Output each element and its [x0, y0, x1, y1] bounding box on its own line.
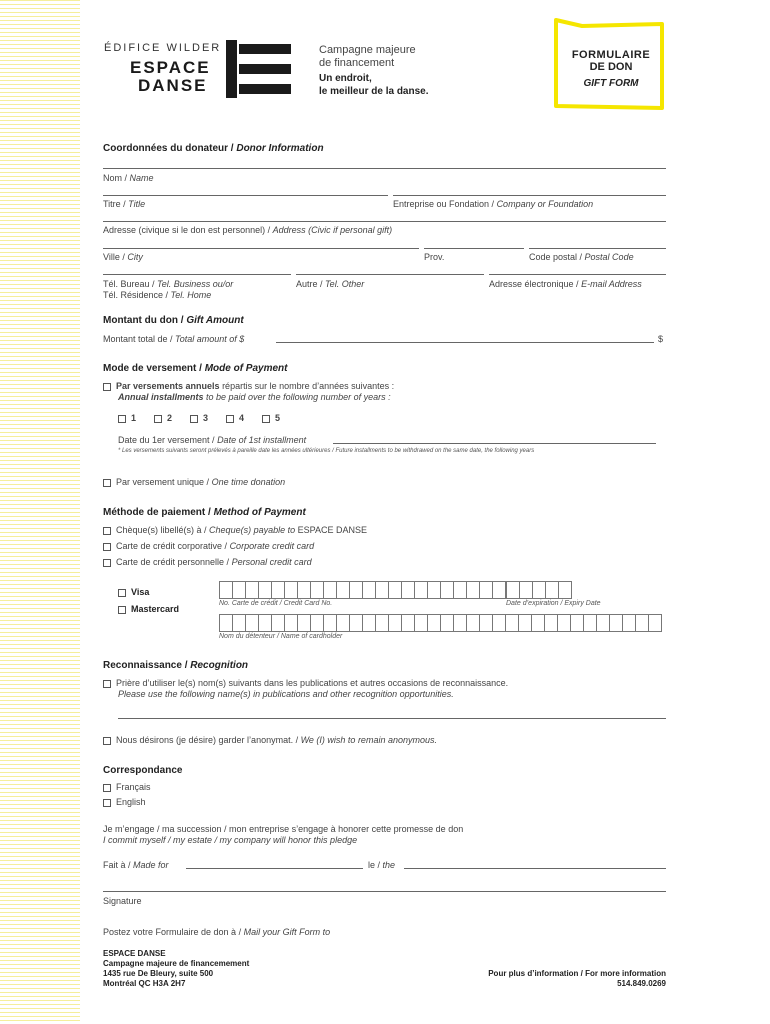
single-payment-option[interactable]: Par versement unique / One time donation [103, 477, 285, 487]
form-title-line2: DE DON [589, 61, 633, 73]
total-amount-field[interactable] [276, 342, 654, 343]
years-options [118, 413, 298, 423]
tel-home-label: Tél. Résidence / Tel. Home [103, 290, 212, 300]
cheque-option[interactable]: Chèque(s) libellé(s) à / Cheque(s) payable to ESPACE DANSE [103, 525, 367, 535]
org-line2: Campagne majeure de financemement [103, 959, 250, 968]
date-label: le / the [368, 860, 396, 870]
postal-label: Code postal / Postal Code [529, 252, 634, 262]
expiry-label: Date d’expiration / Expiry Date [506, 600, 601, 607]
logo-top-text: ÉDIFICE WILDER [104, 42, 222, 54]
amount-heading: Montant du don / Gift Amount [103, 315, 244, 326]
cardholder-label: Nom du détenteur / Name of cardholder [219, 633, 343, 640]
decorative-stripe [0, 0, 80, 1024]
prov-label: Prov. [424, 252, 445, 262]
corporate-card-option[interactable]: Carte de crédit corporative / Corporate credit card [103, 541, 314, 551]
made-for-label: Fait à / Made for [103, 860, 169, 870]
logo-mark [239, 84, 291, 94]
postal-field[interactable] [529, 248, 666, 249]
logo-danse: DANSE [138, 76, 208, 95]
more-info-label: Pour plus d’information / For more information [488, 969, 666, 978]
personal-card-option[interactable]: Carte de crédit personnelle / Personal credit card [103, 557, 312, 567]
payment-method-heading: Méthode de paiement / Method of Payment [103, 507, 306, 518]
logo [100, 40, 300, 100]
installment-note: * Les versements suivants seront prélevés à pareille date les années ultérieures / Future installments to be withdrawed on the same date, the following years [118, 448, 535, 454]
logo-espace: ESPACE [130, 58, 211, 77]
logo-mark [239, 44, 291, 54]
card-number-label: No. Carte de crédit / Credit Card No. [219, 600, 333, 607]
company-field[interactable] [393, 195, 666, 196]
tel-business-field[interactable] [103, 274, 291, 275]
checkbox[interactable] [103, 383, 111, 391]
french-option[interactable]: Français [103, 782, 151, 792]
dollar-sign: $ [658, 334, 664, 344]
mail-to-label: Postez votre Formulaire de don à / Mail your Gift Form to [103, 927, 331, 937]
first-installment-field[interactable] [333, 443, 656, 444]
signature-label: Signature [103, 896, 142, 906]
address-label: Adresse (civique si le don est personnel) / Address (Civic if personal gift) [103, 225, 393, 235]
english-option[interactable]: English [103, 797, 146, 807]
donor-heading: Coordonnées du donateur / Donor Information [103, 143, 324, 154]
org-address [103, 949, 249, 989]
city-label: Ville / City [103, 252, 143, 262]
recognition-use-option[interactable]: Prière d’utiliser le(s) nom(s) suivants dans les publications et autres occasions de reconnaissance. [103, 678, 508, 688]
tel-other-label: Autre / Tel. Other [296, 279, 365, 289]
org-line4: Montréal QC H3A 2H7 [103, 979, 186, 988]
mastercard-option[interactable]: Mastercard [118, 604, 179, 614]
total-amount-label: Montant total de / Total amount of $ [103, 334, 245, 344]
cardholder-boxes[interactable] [219, 614, 661, 632]
form-title-en: GIFT FORM [583, 78, 639, 89]
city-field[interactable] [103, 248, 419, 249]
recognition-heading: Reconnaissance / Recognition [103, 660, 249, 671]
annual-option-en: Annual installments to be paid over the following number of years : [118, 392, 391, 402]
anonymous-option[interactable]: Nous désirons (je désire) garder l’anonymat. / We (I) wish to remain anonymous. [103, 735, 437, 745]
form-title-line1: FORMULAIRE [571, 49, 651, 61]
campaign-line2: de financement [319, 57, 395, 69]
payment-mode-heading: Mode de versement / Mode of Payment [103, 363, 288, 374]
expiry-boxes[interactable] [506, 581, 571, 599]
company-label: Entreprise ou Fondation / Company or Foundation [393, 199, 594, 209]
name-label: Nom / Name [103, 173, 154, 183]
year-option[interactable]: 5 [262, 413, 298, 423]
recognition-use-en: Please use the following name(s) in publications and other recognition opportunities. [118, 689, 454, 699]
email-field[interactable] [489, 274, 666, 275]
title-label: Titre / Title [103, 199, 146, 209]
address-field[interactable] [103, 221, 666, 222]
tagline-line1: Un endroit, [319, 73, 372, 84]
more-info [400, 969, 666, 989]
date-field[interactable] [404, 868, 666, 869]
annual-option[interactable]: Par versements annuels répartis sur le nombre d’années suivantes : [103, 381, 394, 391]
tel-other-field[interactable] [296, 274, 484, 275]
year-option[interactable]: 3 [190, 413, 226, 423]
name-field[interactable] [103, 168, 666, 169]
logo-mark [226, 40, 237, 98]
first-installment-label: Date du 1er versement / Date of 1st installment [118, 435, 307, 445]
tel-business-label: Tél. Bureau / Tel. Business ou/or [103, 279, 234, 289]
pledge-en: I commit myself / my estate / my company will honor this pledge [103, 835, 358, 845]
prov-field[interactable] [424, 248, 524, 249]
year-option[interactable]: 2 [154, 413, 190, 423]
made-for-field[interactable] [186, 868, 363, 869]
pledge-fr: Je m’engage / ma succession / mon entreprise s’engage à honorer cette promesse de don [103, 824, 464, 834]
org-name: ESPACE DANSE [103, 949, 166, 958]
logo-mark [239, 64, 291, 74]
year-option[interactable]: 4 [226, 413, 262, 423]
phone-number: 514.849.0269 [617, 979, 666, 988]
recognition-name-field[interactable] [118, 718, 666, 719]
tagline-line2: le meilleur de la danse. [319, 86, 429, 97]
visa-option[interactable]: Visa [118, 587, 149, 597]
org-line3: 1435 rue De Bleury, suite 500 [103, 969, 214, 978]
correspondence-heading: Correspondance [103, 765, 183, 776]
email-label: Adresse électronique / E-mail Address [489, 279, 642, 289]
year-option[interactable]: 1 [118, 413, 154, 423]
campaign-line1: Campagne majeure [319, 44, 416, 56]
signature-field[interactable] [103, 891, 666, 892]
title-field[interactable] [103, 195, 388, 196]
card-number-boxes[interactable] [219, 581, 505, 599]
